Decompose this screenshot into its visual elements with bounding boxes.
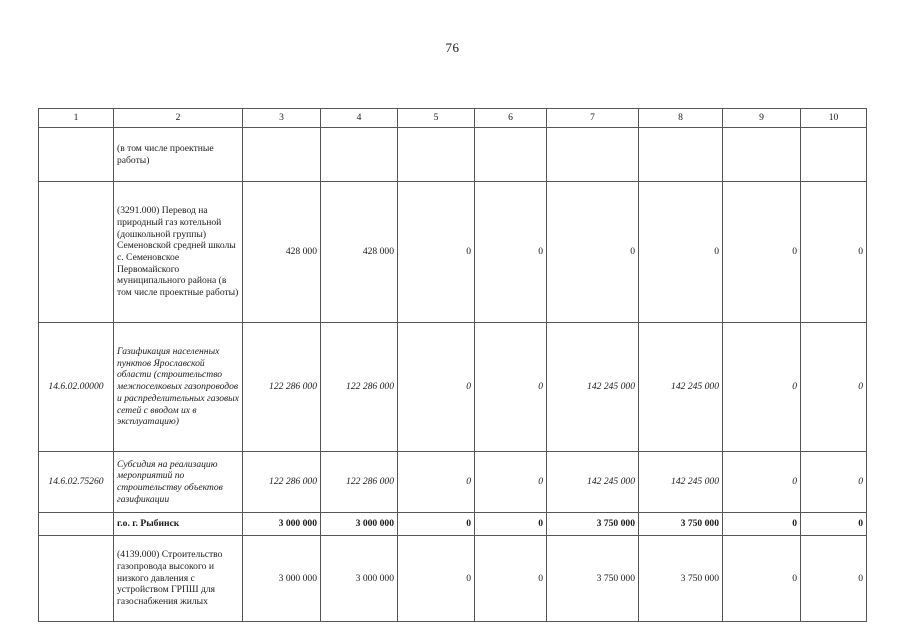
column-header: 3 — [243, 109, 321, 128]
row-value: 3 750 000 — [547, 513, 639, 536]
row-value — [723, 128, 801, 182]
row-code — [39, 513, 114, 536]
row-value — [639, 128, 723, 182]
row-value: 142 245 000 — [547, 452, 639, 513]
row-name: Газификация населенных пунктов Ярославской области (строительство межпоселковых газопроводов и распределительных газовых сетей с вводом их в эксплуатацию) — [114, 323, 243, 452]
budget-table — [38, 108, 867, 622]
row-name: (в том числе проектные работы) — [114, 128, 243, 182]
table-row — [39, 536, 867, 622]
column-header: 2 — [114, 109, 243, 128]
row-code — [39, 536, 114, 622]
row-code: 14.6.02.00000 — [39, 323, 114, 452]
table-row — [39, 182, 867, 323]
row-value: 3 000 000 — [243, 513, 321, 536]
row-value: 0 — [723, 323, 801, 452]
table-row — [39, 452, 867, 513]
page-number: 76 — [445, 40, 460, 55]
row-code — [39, 128, 114, 182]
column-header: 10 — [801, 109, 867, 128]
row-value: 0 — [475, 513, 547, 536]
row-value: 0 — [801, 323, 867, 452]
row-value: 0 — [398, 536, 475, 622]
row-value — [801, 128, 867, 182]
row-value — [398, 128, 475, 182]
row-name: (4139.000) Строительство газопровода высокого и низкого давления с устройством ГРПШ для газоснабжения жилых — [114, 536, 243, 622]
row-value: 122 286 000 — [243, 323, 321, 452]
row-value — [475, 128, 547, 182]
table-header-row — [39, 109, 867, 128]
row-value: 0 — [475, 182, 547, 323]
row-value: 0 — [723, 536, 801, 622]
column-header: 5 — [398, 109, 475, 128]
row-value — [243, 128, 321, 182]
row-value: 0 — [475, 536, 547, 622]
row-code: 14.6.02.75260 — [39, 452, 114, 513]
row-value: 3 750 000 — [547, 536, 639, 622]
row-value: 428 000 — [321, 182, 398, 323]
row-value: 122 286 000 — [321, 323, 398, 452]
row-value: 3 000 000 — [243, 536, 321, 622]
row-value: 122 286 000 — [243, 452, 321, 513]
row-code — [39, 182, 114, 323]
row-value: 142 245 000 — [547, 323, 639, 452]
row-value: 0 — [475, 452, 547, 513]
column-header: 7 — [547, 109, 639, 128]
row-value: 0 — [475, 323, 547, 452]
row-value: 0 — [398, 323, 475, 452]
table-row — [39, 323, 867, 452]
column-header: 1 — [39, 109, 114, 128]
row-value: 3 000 000 — [321, 536, 398, 622]
row-value: 428 000 — [243, 182, 321, 323]
table-row — [39, 513, 867, 536]
row-value: 0 — [723, 513, 801, 536]
row-value: 0 — [547, 182, 639, 323]
row-name: Субсидия на реализацию мероприятий по строительству объектов газификации — [114, 452, 243, 513]
row-value: 0 — [398, 513, 475, 536]
row-name: (3291.000) Перевод на природный газ котельной (дошкольной группы) Семеновской средней школы с. Семеновское Первомайского муниципального района (в том числе проектные работы) — [114, 182, 243, 323]
row-value: 0 — [723, 182, 801, 323]
row-value: 0 — [398, 452, 475, 513]
row-value: 3 750 000 — [639, 536, 723, 622]
row-value — [547, 128, 639, 182]
row-value: 122 286 000 — [321, 452, 398, 513]
column-header: 6 — [475, 109, 547, 128]
row-value: 3 000 000 — [321, 513, 398, 536]
row-value: 0 — [801, 452, 867, 513]
column-header: 4 — [321, 109, 398, 128]
column-header: 9 — [723, 109, 801, 128]
row-value: 0 — [398, 182, 475, 323]
row-value: 0 — [801, 536, 867, 622]
row-value: 0 — [801, 513, 867, 536]
row-value: 142 245 000 — [639, 323, 723, 452]
row-value: 0 — [723, 452, 801, 513]
row-value: 142 245 000 — [639, 452, 723, 513]
row-value: 0 — [801, 182, 867, 323]
row-value: 3 750 000 — [639, 513, 723, 536]
column-header: 8 — [639, 109, 723, 128]
row-value: 0 — [639, 182, 723, 323]
row-value — [321, 128, 398, 182]
row-name: г.о. г. Рыбинск — [114, 513, 243, 536]
table-row — [39, 128, 867, 182]
